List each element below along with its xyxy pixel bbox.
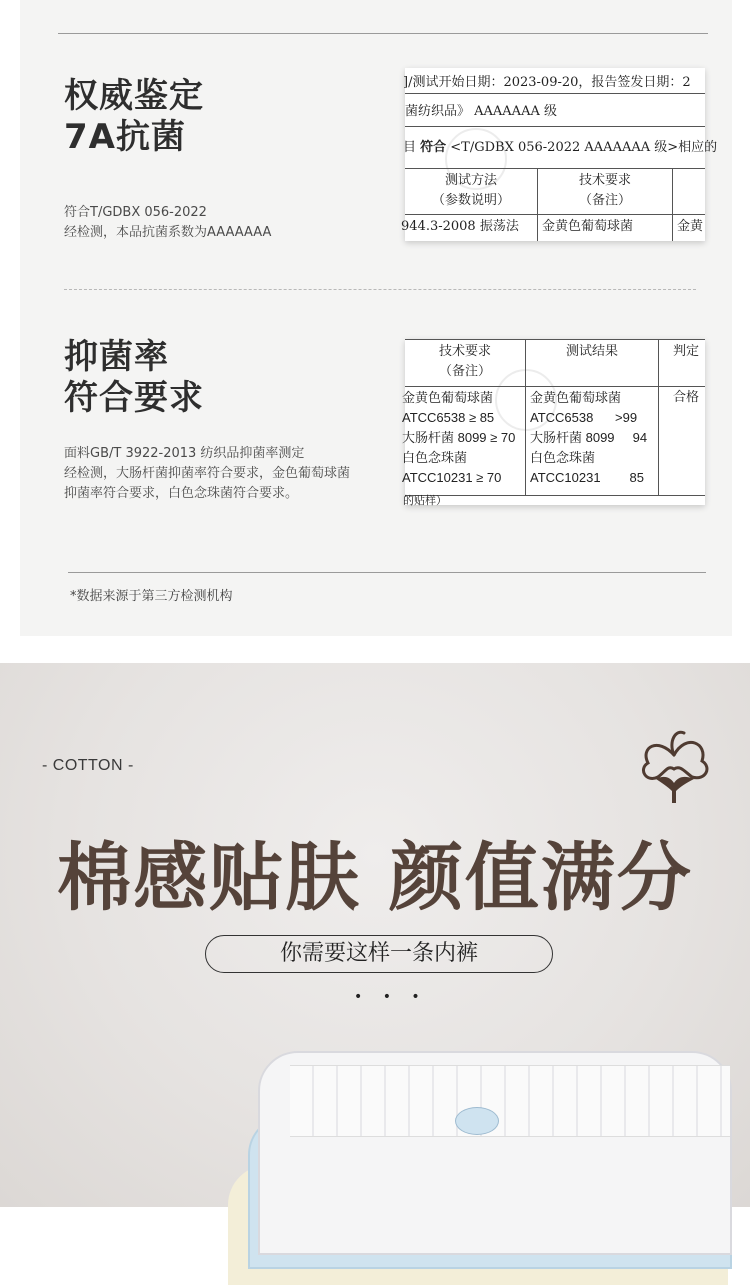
brand-badge-icon xyxy=(455,1107,499,1135)
cell-result: 金黄 xyxy=(677,219,704,234)
top-divider xyxy=(58,33,708,34)
judgement-value: 合格 xyxy=(673,390,700,405)
result-values: 金黄色葡萄球菌 ATCC6538 >99 大肠杆菌 8099 94 白色念珠菌 ATCC10231 85 xyxy=(530,390,648,485)
inhibition-desc-line3: 抑菌率符合要求，白色念珠菌符合要求。 xyxy=(64,486,299,501)
requirement-values: 金黄色葡萄球菌 ATCC6538 ≥ 85 大肠杆菌 8099 ≥ 70 白色念珠菌 ATCC10231 ≥ 70 xyxy=(402,390,516,485)
waistband-white xyxy=(290,1065,730,1137)
authority-title xyxy=(64,76,204,158)
report-excerpt-antibacterial xyxy=(401,68,718,241)
report-standard: 菌纺织品》 AAAAAAA 级 xyxy=(405,104,557,119)
bottom-divider xyxy=(68,572,706,573)
cotton-subtitle-pill: 你需要这样一条内裤 xyxy=(205,935,553,973)
col-test-method: 测试方法 （参数说明） xyxy=(431,173,510,208)
col-tech-requirement: 技术要求 （备注） xyxy=(578,173,631,208)
cotton-label: - COTTON - xyxy=(42,757,134,774)
inhibition-title-line2: 符合要求 xyxy=(64,378,204,418)
inhibition-desc-line1: 面料GB/T 3922-2013 纺织品抑菌率测定 xyxy=(64,446,305,461)
decorative-dots: • • • xyxy=(354,989,428,1005)
cell-method: 944.3-2008 振荡法 xyxy=(401,219,519,234)
authority-title-line2: 7A抗菌 xyxy=(64,117,186,157)
inhibition-title xyxy=(64,337,204,419)
col-tech-requirement: 技术要求 （备注） xyxy=(438,344,491,379)
authority-description xyxy=(64,203,271,243)
inhibition-description xyxy=(64,444,350,504)
report-excerpt-inhibition xyxy=(402,339,705,507)
source-note: *数据来源于第三方检测机构 xyxy=(70,589,233,604)
inhibition-desc-line2: 经检测，大肠杆菌抑菌率符合要求，金色葡萄球菌 xyxy=(64,466,351,481)
cotton-flower-icon xyxy=(628,717,720,809)
authority-desc-line2: 经检测，本品抗菌系数为AAAAAAA xyxy=(64,225,272,240)
col-judgement: 判定 xyxy=(673,344,700,359)
cell-requirement: 金黄色葡萄球菌 xyxy=(542,219,634,234)
report-conformity: 目 符合 <T/GDBX 056-2022 AAAAAAA 级>相应的 xyxy=(403,140,718,155)
authority-title-line1: 权威鉴定 xyxy=(64,76,204,116)
authority-desc-line1: 符合T/GDBX 056-2022 xyxy=(64,205,207,220)
inhibition-title-line1: 抑菌率 xyxy=(64,337,169,377)
report-footer: 的贴样） xyxy=(403,494,447,507)
cotton-headline: 棉感贴肤 颜值满分 xyxy=(57,835,693,921)
section-divider xyxy=(64,289,696,290)
cotton-banner xyxy=(0,663,750,1207)
col-test-result: 测试结果 xyxy=(565,344,618,359)
report-dates: ]/测试开始日期：2023-09-20，报告签发日期：2 xyxy=(403,75,691,90)
